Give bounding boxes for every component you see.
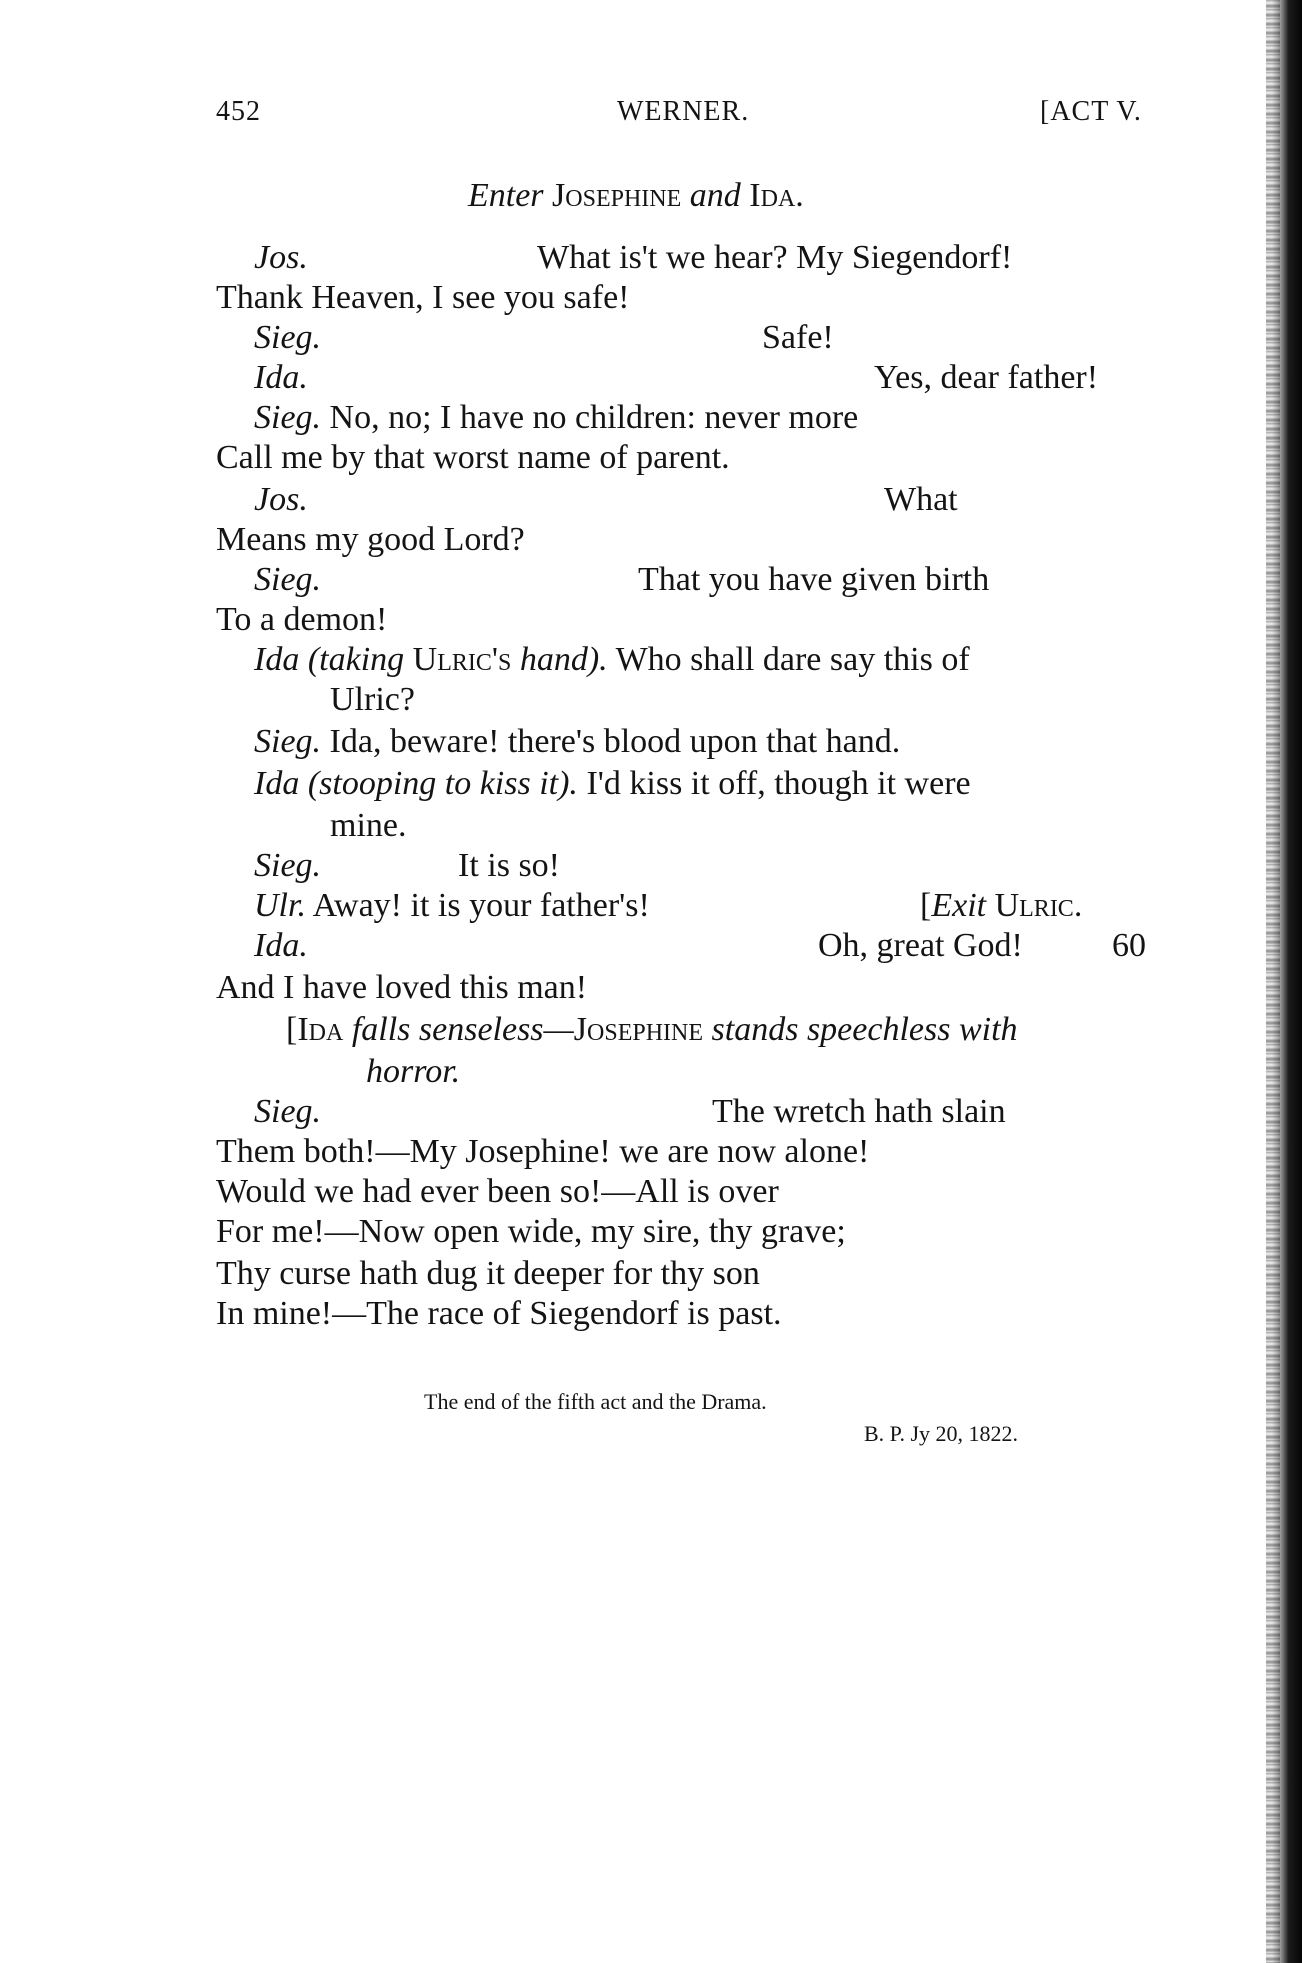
character-ulric: Ulric's bbox=[412, 641, 512, 678]
speaker-label: Jos. bbox=[254, 481, 308, 518]
stage-direction-entry bbox=[468, 176, 804, 216]
verse-line bbox=[254, 722, 900, 762]
stage-direction: horror. bbox=[366, 1053, 461, 1090]
stage-direction: (taking bbox=[307, 641, 405, 678]
verse-line: That you have given birth bbox=[638, 561, 990, 598]
verse-line: Call me by that worst name of parent. bbox=[216, 439, 730, 476]
verse-line: Thank Heaven, I see you safe! bbox=[216, 279, 630, 316]
verse-line bbox=[254, 886, 650, 926]
character-josephine: Josephine bbox=[552, 177, 682, 214]
verse-line: It is so! bbox=[458, 847, 560, 884]
verse-line: In mine!—The race of Siegendorf is past. bbox=[216, 1295, 782, 1332]
verse-line: And I have loved this man! bbox=[216, 969, 588, 1006]
verse-line: To a demon! bbox=[216, 601, 388, 638]
verse-text: Away! it is your father's! bbox=[312, 887, 650, 924]
verse-line: Yes, dear father! bbox=[874, 359, 1099, 396]
verse-line: Oh, great God! bbox=[818, 927, 1023, 964]
verse-line: What bbox=[884, 481, 958, 518]
verse-line: What is't we hear? My Siegendorf! bbox=[537, 239, 1013, 276]
stage-direction-line bbox=[286, 1010, 1018, 1050]
speaker-label: Sieg. bbox=[254, 399, 322, 436]
stage-direction: (stooping to kiss it). bbox=[307, 765, 578, 802]
page-number: 452 bbox=[216, 96, 261, 127]
character-ulric: Ulric. bbox=[994, 887, 1083, 924]
verse-text: Who shall dare say this of bbox=[615, 641, 970, 678]
verse-line: Thy curse hath dug it deeper for thy son bbox=[216, 1255, 760, 1292]
verse-line bbox=[254, 640, 970, 680]
page-edge-texture bbox=[1266, 0, 1280, 1963]
verse-line: Would we had ever been so!—All is over bbox=[216, 1173, 779, 1210]
running-title: WERNER. bbox=[617, 96, 750, 127]
exit-word: Exit bbox=[931, 887, 987, 924]
verse-line bbox=[254, 764, 971, 804]
character-josephine: Josephine bbox=[573, 1011, 704, 1048]
verse-text: Ida, beware! there's blood upon that hand. bbox=[329, 723, 901, 760]
speaker-label: Jos. bbox=[254, 239, 308, 276]
act-label: [ACT V. bbox=[1040, 96, 1142, 127]
verse-line: Them both!—My Josephine! we are now alone! bbox=[216, 1133, 870, 1170]
bracket: [ bbox=[920, 887, 932, 924]
enter-word: Enter bbox=[468, 177, 544, 214]
speaker-label: Sieg. bbox=[254, 561, 322, 598]
speaker-label: Ulr. bbox=[254, 887, 306, 924]
character-ida: Ida. bbox=[749, 177, 804, 214]
speaker-label: Ida bbox=[254, 641, 300, 678]
speaker-label: Ida bbox=[254, 765, 300, 802]
verse-line bbox=[254, 398, 858, 438]
line-number: 60 bbox=[1112, 927, 1146, 964]
character-ida: Ida bbox=[297, 1011, 344, 1048]
stage-direction: hand). bbox=[519, 641, 608, 678]
verse-text: No, no; I have no children: never more bbox=[329, 399, 859, 436]
speaker-label: Ida. bbox=[254, 359, 308, 396]
speaker-label: Sieg. bbox=[254, 847, 322, 884]
stage-direction: stands speechless with bbox=[711, 1011, 1018, 1048]
speaker-label: Sieg. bbox=[254, 1093, 322, 1130]
colophon-end-note: The end of the fifth act and the Drama. bbox=[424, 1389, 767, 1414]
stage-direction: falls senseless— bbox=[351, 1011, 574, 1048]
bracket: [ bbox=[286, 1011, 298, 1048]
exit-direction bbox=[920, 886, 1082, 926]
speaker-label: Sieg. bbox=[254, 723, 322, 760]
verse-line: Means my good Lord? bbox=[216, 521, 525, 558]
verse-line: Safe! bbox=[762, 319, 834, 356]
and-word: and bbox=[689, 177, 741, 214]
verse-line: mine. bbox=[330, 807, 407, 844]
speaker-label: Ida. bbox=[254, 927, 308, 964]
colophon-date: B. P. Jy 20, 1822. bbox=[864, 1421, 1019, 1446]
verse-line: For me!—Now open wide, my sire, thy grave; bbox=[216, 1213, 846, 1250]
speaker-label: Sieg. bbox=[254, 319, 322, 356]
verse-line: The wretch hath slain bbox=[712, 1093, 1006, 1130]
verse-text: I'd kiss it off, though it were bbox=[586, 765, 971, 802]
verse-line: Ulric? bbox=[330, 681, 415, 718]
